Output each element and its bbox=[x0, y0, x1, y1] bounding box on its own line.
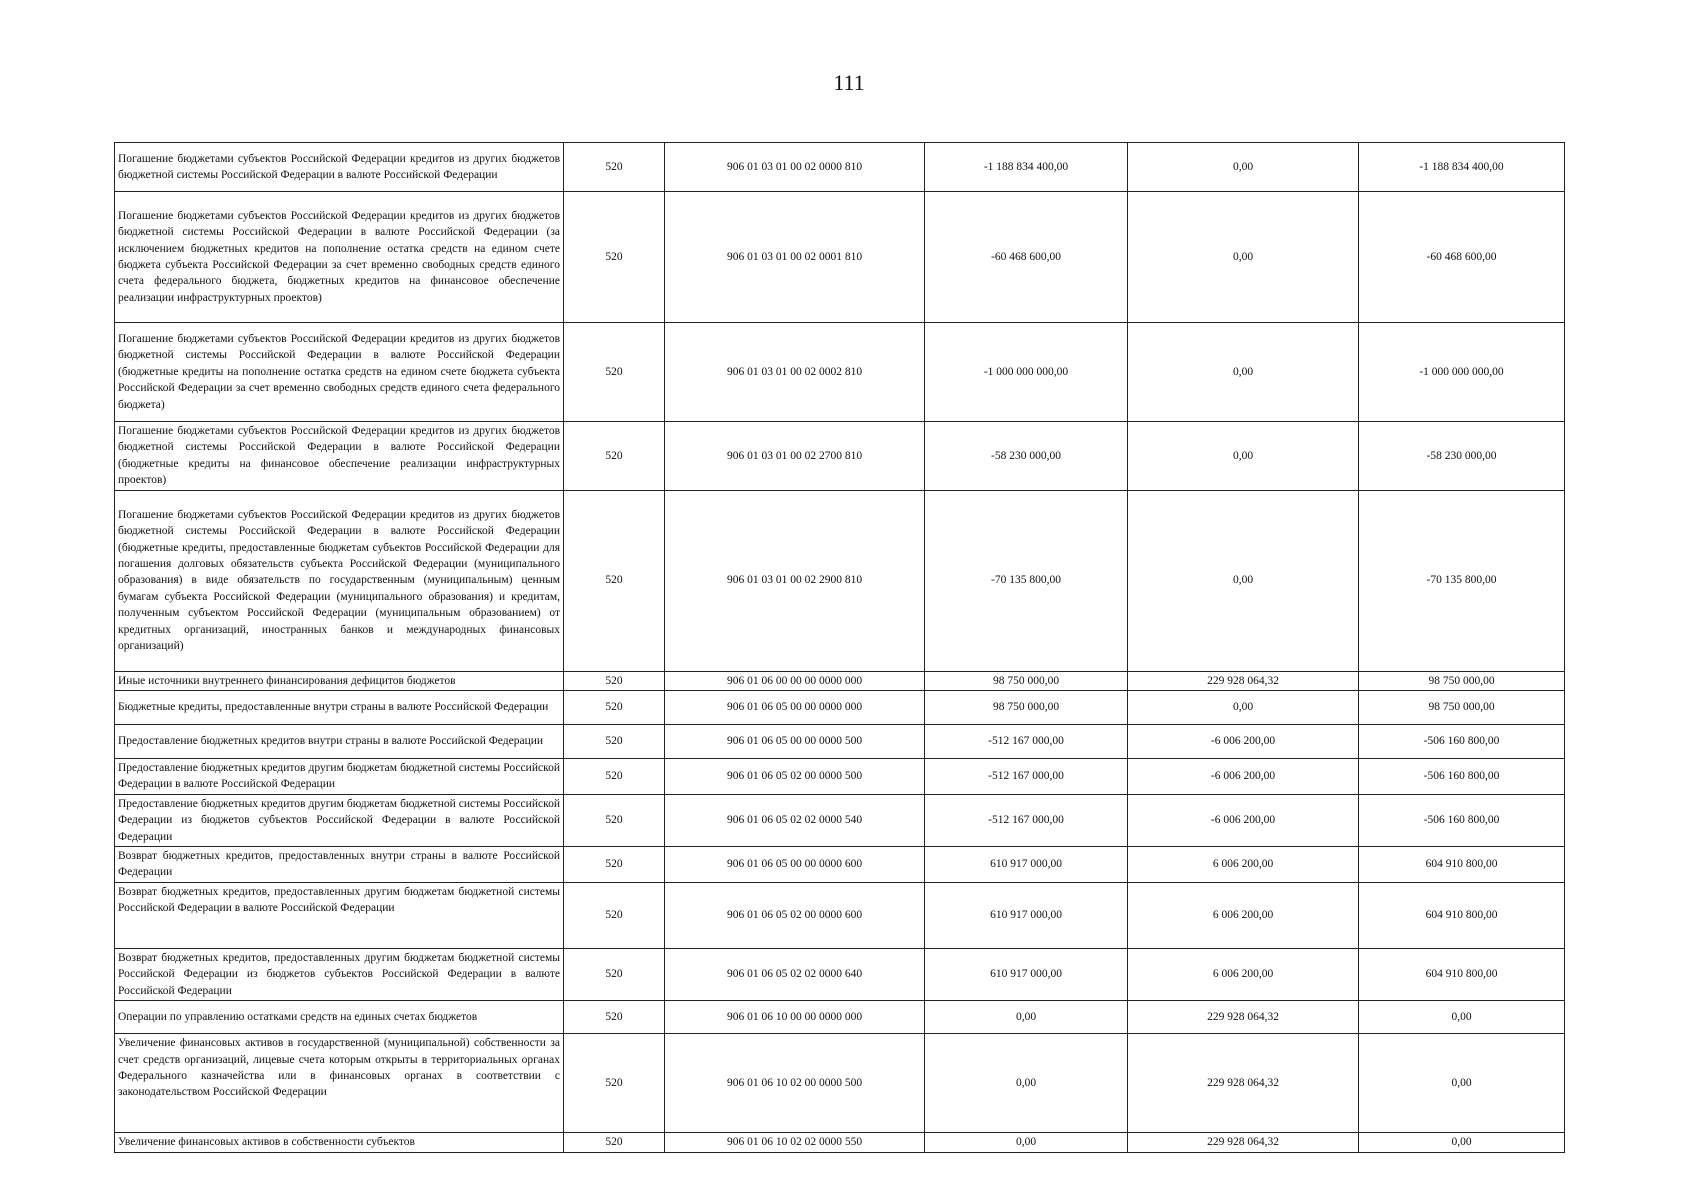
row-plan: 610 917 000,00 bbox=[925, 882, 1128, 948]
row-rest: 0,00 bbox=[1359, 1001, 1565, 1034]
row-name: Погашение бюджетами субъектов Российской Федерации кредитов из других бюджетов бюджетной системы Российской Федерации в валюте Российской Федерации (бюджетные кредиты на финансовое обеспечение реализации инфраструктурных проектов) bbox=[115, 422, 564, 491]
row-code: 520 bbox=[564, 323, 665, 422]
row-code: 520 bbox=[564, 1133, 665, 1152]
row-kbk: 906 01 06 05 02 02 0000 540 bbox=[665, 794, 925, 846]
row-rest: -60 468 600,00 bbox=[1359, 192, 1565, 323]
row-code: 520 bbox=[564, 671, 665, 690]
row-name: Операции по управлению остатками средств на единых счетах бюджетов bbox=[115, 1001, 564, 1034]
row-code: 520 bbox=[564, 882, 665, 948]
row-plan: 610 917 000,00 bbox=[925, 948, 1128, 1000]
row-exec: -6 006 200,00 bbox=[1128, 794, 1359, 846]
row-name: Предоставление бюджетных кредитов внутри страны в валюте Российской Федерации bbox=[115, 725, 564, 759]
row-plan: -60 468 600,00 bbox=[925, 192, 1128, 323]
row-plan: -512 167 000,00 bbox=[925, 725, 1128, 759]
row-plan: 0,00 bbox=[925, 1133, 1128, 1152]
row-code: 520 bbox=[564, 192, 665, 323]
page-number: 111 bbox=[833, 70, 865, 95]
table-row bbox=[115, 759, 1565, 795]
row-code: 520 bbox=[564, 759, 665, 795]
table-row bbox=[115, 422, 1565, 491]
row-kbk: 906 01 06 05 00 00 0000 600 bbox=[665, 847, 925, 883]
row-name: Возврат бюджетных кредитов, предоставленных другим бюджетам бюджетной системы Российской Федерации в валюте Российской Федерации bbox=[115, 882, 564, 948]
row-code: 520 bbox=[564, 1034, 665, 1133]
row-kbk: 906 01 06 10 02 02 0000 550 bbox=[665, 1133, 925, 1152]
row-code: 520 bbox=[564, 1001, 665, 1034]
row-name: Увеличение финансовых активов в государственной (муниципальной) собственности за счет средств организаций, лицевые счета которым открыты в территориальных органах Федерального казначейства или в финансовых органах в соответствии с законодательством Российской Федерации bbox=[115, 1034, 564, 1133]
table-row bbox=[115, 948, 1565, 1000]
row-plan: -1 000 000 000,00 bbox=[925, 323, 1128, 422]
row-kbk: 906 01 06 05 02 02 0000 640 bbox=[665, 948, 925, 1000]
table-row bbox=[115, 794, 1565, 846]
row-kbk: 906 01 03 01 00 02 2900 810 bbox=[665, 490, 925, 671]
row-kbk: 906 01 06 05 02 00 0000 600 bbox=[665, 882, 925, 948]
row-name: Возврат бюджетных кредитов, предоставленных внутри страны в валюте Российской Федерации bbox=[115, 847, 564, 883]
table-row bbox=[115, 192, 1565, 323]
row-rest: 0,00 bbox=[1359, 1133, 1565, 1152]
row-name: Увеличение финансовых активов в собственности субъектов bbox=[115, 1133, 564, 1152]
row-exec: 6 006 200,00 bbox=[1128, 948, 1359, 1000]
row-name: Погашение бюджетами субъектов Российской Федерации кредитов из других бюджетов бюджетной системы Российской Федерации в валюте Российской Федерации (за исключением бюджетных кредитов на пополнение остатка средств на едином счете бюджета субъекта Российской Федерации за счет временно свободных средств единого счета федерального бюджета, бюджетных кредитов на финансовое обеспечение реализации инфраструктурных проектов) bbox=[115, 192, 564, 323]
row-code: 520 bbox=[564, 948, 665, 1000]
row-exec: 229 928 064,32 bbox=[1128, 1001, 1359, 1034]
row-kbk: 906 01 03 01 00 02 0000 810 bbox=[665, 143, 925, 192]
row-rest: -1 000 000 000,00 bbox=[1359, 323, 1565, 422]
table-row bbox=[115, 143, 1565, 192]
row-plan: 610 917 000,00 bbox=[925, 847, 1128, 883]
row-kbk: 906 01 06 10 00 00 0000 000 bbox=[665, 1001, 925, 1034]
row-code: 520 bbox=[564, 691, 665, 725]
table-row bbox=[115, 882, 1565, 948]
row-code: 520 bbox=[564, 490, 665, 671]
row-rest: 604 910 800,00 bbox=[1359, 882, 1565, 948]
row-code: 520 bbox=[564, 847, 665, 883]
row-name: Погашение бюджетами субъектов Российской Федерации кредитов из других бюджетов бюджетной системы Российской Федерации в валюте Российской Федерации bbox=[115, 143, 564, 192]
table-row bbox=[115, 1034, 1565, 1133]
row-exec: 0,00 bbox=[1128, 323, 1359, 422]
row-rest: -1 188 834 400,00 bbox=[1359, 143, 1565, 192]
row-rest: 604 910 800,00 bbox=[1359, 948, 1565, 1000]
row-name: Бюджетные кредиты, предоставленные внутри страны в валюте Российской Федерации bbox=[115, 691, 564, 725]
row-kbk: 906 01 03 01 00 02 0002 810 bbox=[665, 323, 925, 422]
row-kbk: 906 01 06 05 00 00 0000 000 bbox=[665, 691, 925, 725]
row-kbk: 906 01 03 01 00 02 0001 810 bbox=[665, 192, 925, 323]
row-exec: 0,00 bbox=[1128, 192, 1359, 323]
row-code: 520 bbox=[564, 794, 665, 846]
row-rest: -70 135 800,00 bbox=[1359, 490, 1565, 671]
row-plan: -70 135 800,00 bbox=[925, 490, 1128, 671]
row-exec: -6 006 200,00 bbox=[1128, 725, 1359, 759]
row-rest: 604 910 800,00 bbox=[1359, 847, 1565, 883]
row-name: Возврат бюджетных кредитов, предоставленных другим бюджетам бюджетной системы Российской Федерации из бюджетов субъектов Российской Федерации в валюте Российской Федерации bbox=[115, 948, 564, 1000]
row-exec: 229 928 064,32 bbox=[1128, 671, 1359, 690]
row-kbk: 906 01 06 05 00 00 0000 500 bbox=[665, 725, 925, 759]
row-name: Погашение бюджетами субъектов Российской Федерации кредитов из других бюджетов бюджетной системы Российской Федерации в валюте Российской Федерации (бюджетные кредиты на пополнение остатка средств на едином счете бюджета субъекта Российской Федерации за счет временно свободных средств единого счета федерального бюджета) bbox=[115, 323, 564, 422]
table-body bbox=[115, 143, 1565, 1153]
row-plan: 98 750 000,00 bbox=[925, 671, 1128, 690]
table-row bbox=[115, 671, 1565, 690]
row-kbk: 906 01 06 00 00 00 0000 000 bbox=[665, 671, 925, 690]
row-exec: -6 006 200,00 bbox=[1128, 759, 1359, 795]
row-kbk: 906 01 03 01 00 02 2700 810 bbox=[665, 422, 925, 491]
row-plan: 0,00 bbox=[925, 1001, 1128, 1034]
row-exec: 0,00 bbox=[1128, 422, 1359, 491]
row-exec: 229 928 064,32 bbox=[1128, 1133, 1359, 1152]
table-row bbox=[115, 725, 1565, 759]
row-plan: 0,00 bbox=[925, 1034, 1128, 1133]
row-kbk: 906 01 06 10 02 00 0000 500 bbox=[665, 1034, 925, 1133]
table-row bbox=[115, 847, 1565, 883]
row-exec: 6 006 200,00 bbox=[1128, 847, 1359, 883]
row-exec: 0,00 bbox=[1128, 490, 1359, 671]
row-rest: 0,00 bbox=[1359, 1034, 1565, 1133]
row-code: 520 bbox=[564, 725, 665, 759]
table-row bbox=[115, 1001, 1565, 1034]
row-plan: -512 167 000,00 bbox=[925, 794, 1128, 846]
row-rest: 98 750 000,00 bbox=[1359, 671, 1565, 690]
table-row bbox=[115, 1133, 1565, 1152]
row-name: Погашение бюджетами субъектов Российской Федерации кредитов из других бюджетов бюджетной системы Российской Федерации в валюте Российской Федерации (бюджетные кредиты, предоставленные бюджетам субъектов Российской Федерации для погашения долговых обязательств субъекта Российской Федерации (муниципального образования) в виде обязательств по государственным (муниципальным) ценным бумагам субъекта Российской Федерации (муниципального образования) и кредитам, полученным субъектом Российской Федерации (муниципальным образованием) от кредитных организаций, иностранных банков и международных финансовых организаций) bbox=[115, 490, 564, 671]
table-row bbox=[115, 490, 1565, 671]
table-row bbox=[115, 323, 1565, 422]
row-kbk: 906 01 06 05 02 00 0000 500 bbox=[665, 759, 925, 795]
row-rest: -58 230 000,00 bbox=[1359, 422, 1565, 491]
row-plan: -1 188 834 400,00 bbox=[925, 143, 1128, 192]
row-rest: -506 160 800,00 bbox=[1359, 725, 1565, 759]
row-code: 520 bbox=[564, 422, 665, 491]
row-rest: -506 160 800,00 bbox=[1359, 794, 1565, 846]
row-plan: -58 230 000,00 bbox=[925, 422, 1128, 491]
row-name: Иные источники внутреннего финансирования дефицитов бюджетов bbox=[115, 671, 564, 690]
row-exec: 229 928 064,32 bbox=[1128, 1034, 1359, 1133]
row-rest: -506 160 800,00 bbox=[1359, 759, 1565, 795]
row-name: Предоставление бюджетных кредитов другим бюджетам бюджетной системы Российской Федерации в валюте Российской Федерации bbox=[115, 759, 564, 795]
row-exec: 0,00 bbox=[1128, 691, 1359, 725]
row-exec: 0,00 bbox=[1128, 143, 1359, 192]
row-rest: 98 750 000,00 bbox=[1359, 691, 1565, 725]
budget-sources-table bbox=[114, 142, 1565, 1153]
row-plan: 98 750 000,00 bbox=[925, 691, 1128, 725]
row-plan: -512 167 000,00 bbox=[925, 759, 1128, 795]
table-row bbox=[115, 691, 1565, 725]
row-code: 520 bbox=[564, 143, 665, 192]
row-name: Предоставление бюджетных кредитов другим бюджетам бюджетной системы Российской Федерации из бюджетов субъектов Российской Федерации в валюте Российской Федерации bbox=[115, 794, 564, 846]
row-exec: 6 006 200,00 bbox=[1128, 882, 1359, 948]
